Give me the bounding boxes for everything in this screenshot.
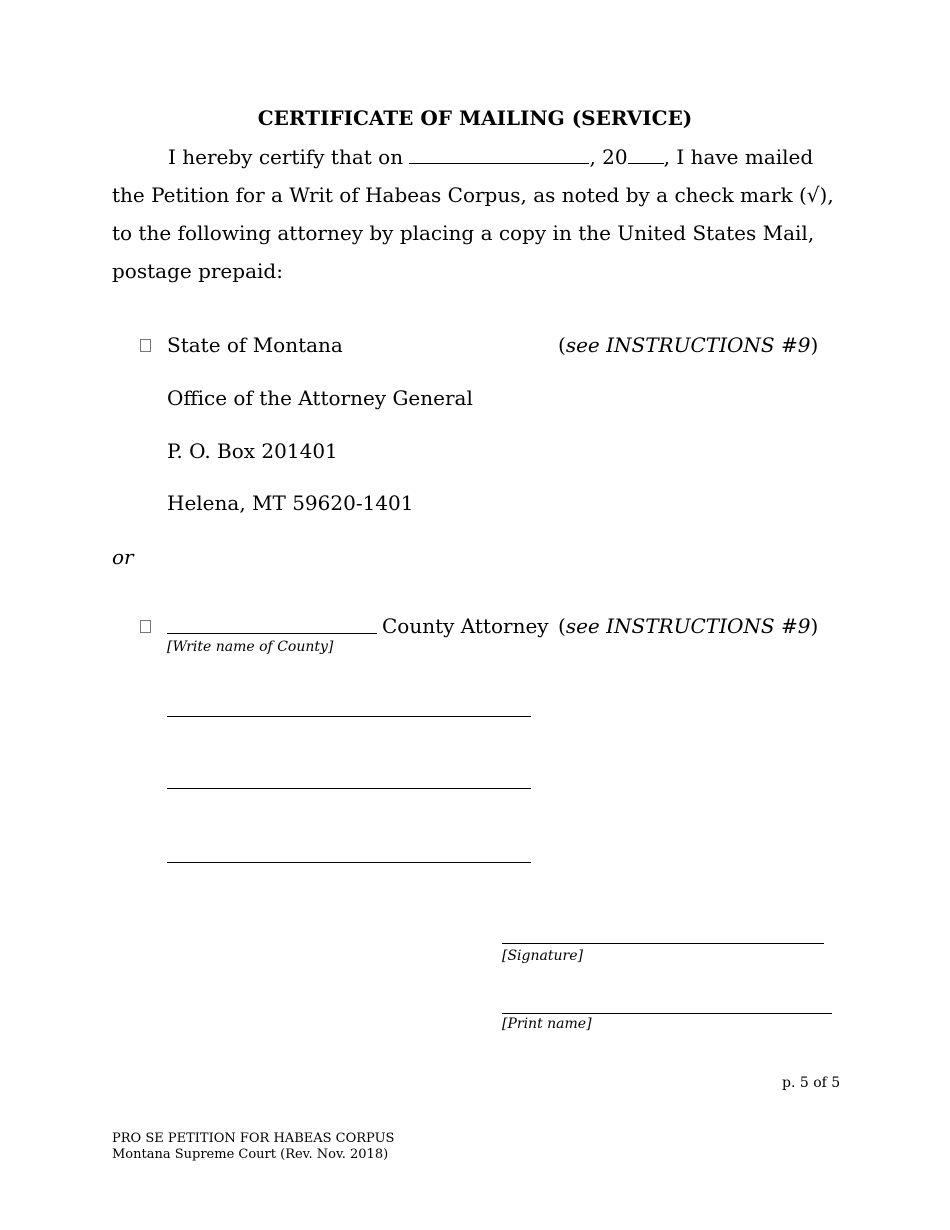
print-name-line[interactable] [502, 1013, 832, 1014]
intro-part2: , 20 [589, 145, 628, 169]
county-name-hint: [Write name of County] [167, 639, 334, 655]
county-attorney-label: County Attorney [382, 614, 549, 638]
county-address-line-3[interactable] [167, 862, 531, 863]
option-state-name: State of Montana [167, 333, 343, 357]
intro-part1: I hereby certify that on [168, 145, 404, 169]
intro-part3: , I have mailed the Petition for a Writ of Habeas Corpus, as noted by a check mark (√), to the following attorney by placing a copy in the United States Mail, postage prepaid: [112, 145, 834, 283]
address-line-1: Office of the Attorney General [167, 386, 473, 410]
year-blank[interactable] [628, 147, 664, 164]
instructions-ref-text: see INSTRUCTIONS #9 [565, 614, 811, 638]
signature-label: [Signature] [502, 948, 583, 964]
paren-open: ( [558, 614, 566, 638]
certification-paragraph [112, 138, 842, 290]
state-of-montana-checkbox[interactable] [140, 339, 151, 352]
print-name-label: [Print name] [502, 1016, 592, 1032]
paren-close: ) [810, 333, 819, 357]
date-blank[interactable] [409, 147, 589, 164]
footer-line-1: PRO SE PETITION FOR HABEAS CORPUS [112, 1131, 395, 1146]
county-name-blank[interactable] [167, 633, 377, 634]
instructions-ref-text: see INSTRUCTIONS #9 [565, 333, 811, 357]
footer-line-2: Montana Supreme Court (Rev. Nov. 2018) [112, 1147, 389, 1162]
county-attorney-checkbox[interactable] [140, 620, 151, 633]
option-county-instructions-ref [558, 614, 818, 638]
county-address-line-2[interactable] [167, 788, 531, 789]
address-line-2: P. O. Box 201401 [167, 439, 338, 463]
option-state-instructions-ref [558, 333, 818, 357]
paren-close: ) [810, 614, 819, 638]
or-text: or [112, 545, 134, 569]
paren-open: ( [558, 333, 566, 357]
county-address-line-1[interactable] [167, 716, 531, 717]
address-line-3: Helena, MT 59620-1401 [167, 491, 414, 515]
signature-line[interactable] [502, 943, 824, 944]
page-number: p. 5 of 5 [782, 1075, 841, 1091]
page-title: CERTIFICATE OF MAILING (SERVICE) [257, 106, 693, 130]
